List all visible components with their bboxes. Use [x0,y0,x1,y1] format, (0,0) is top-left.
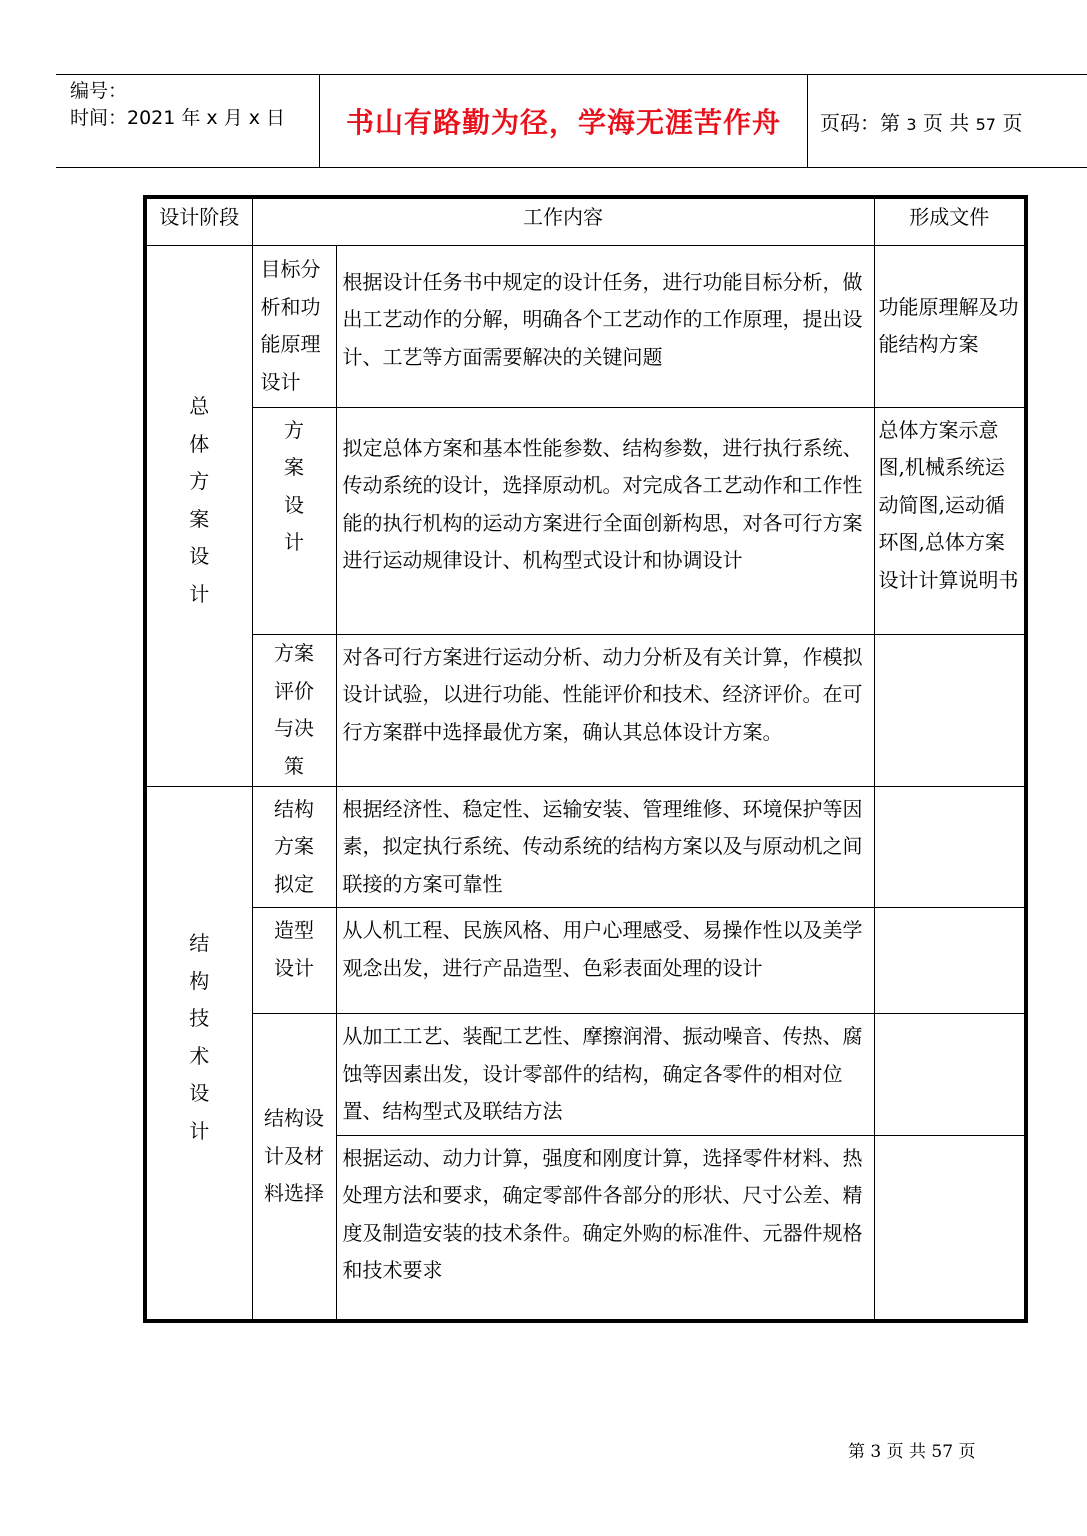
header-bottom-rule [56,167,1087,168]
page-indicator [820,107,1022,136]
output-document [874,908,1026,1014]
sub-stage: 结构设 计及材 料选择 [252,1014,336,1322]
sub-stage: 方 案 设 计 [252,407,336,634]
page-footer: 第 3 页 共 57 页 [848,1442,976,1462]
header-meta [70,78,285,131]
header-docs: 形成文件 [874,197,1026,245]
page-mid: 页 共 [922,111,970,135]
output-document [874,634,1026,786]
motto: 书山有路勤为径，学海无涯苦作舟 [345,105,781,139]
work-content: 对各可行方案进行运动分析、动力分析及有关计算，作模拟设计试验，以进行功能、性能评价和技术、经济评价。在可行方案群中选择最优方案，确认其总体设计方案。 [336,634,874,786]
page-current: 3 [906,115,917,134]
page-suffix: 页 [1002,111,1023,135]
output-document [874,786,1026,908]
work-content: 根据设计任务书中规定的设计任务，进行功能目标分析，做出工艺动作的分解，明确各个工艺动作的工作原理，提出设计、工艺等方面需要解决的关键问题 [336,245,874,407]
stage-structural-design: 结 构 技 术 设 计 [145,786,252,1321]
work-content: 根据经济性、稳定性、运输安装、管理维修、环境保护等因素，拟定执行系统、传动系统的结构方案以及与原动机之间联接的方案可靠性 [336,786,874,908]
sub-stage: 目标分 析和功 能原理 设计 [252,245,336,407]
page-prefix: 页码：第 [820,111,900,135]
output-document: 总体方案示意图,机械系统运动简图,运动循环图,总体方案设计计算说明书 [874,407,1026,634]
sub-stage: 结构 方案 拟定 [252,786,336,908]
sub-stage: 方案 评价 与决 策 [252,634,336,786]
date-label: 时间：2021 年 x 月 x 日 [70,107,286,129]
work-content: 从加工工艺、装配工艺性、摩擦润滑、振动噪音、传热、腐蚀等因素出发，设计零部件的结构，确定各零件的相对位置、结构型式及联结方法 [336,1014,874,1136]
work-content: 根据运动、动力计算，强度和刚度计算，选择零件材料、热处理方法和要求，确定零部件各部分的形状、尺寸公差、精度及制造安装的技术条件。确定外购的标准件、元器件规格和技术要求 [336,1135,874,1321]
output-document [874,1135,1026,1321]
design-stage-table [143,195,1028,1323]
header-content: 工作内容 [252,197,874,245]
work-content: 从人机工程、民族风格、用户心理感受、易操作性以及美学观念出发，进行产品造型、色彩表面处理的设计 [336,908,874,1014]
stage-overall-scheme: 总 体 方 案 设 计 [145,245,252,786]
page-total: 57 [975,115,996,134]
header-divider [807,74,808,167]
header-stage: 设计阶段 [145,197,252,245]
output-document: 功能原理解及功能结构方案 [874,245,1026,407]
number-label: 编号： [70,80,128,102]
output-document [874,1014,1026,1136]
sub-stage: 造型 设计 [252,908,336,1014]
work-content: 拟定总体方案和基本性能参数、结构参数，进行执行系统、传动系统的设计，选择原动机。对完成各工艺动作和工作性能的执行机构的运动方案进行全面创新构思，对各可行方案进行运动规律设计、机构型式设计和协调设计 [336,407,874,634]
